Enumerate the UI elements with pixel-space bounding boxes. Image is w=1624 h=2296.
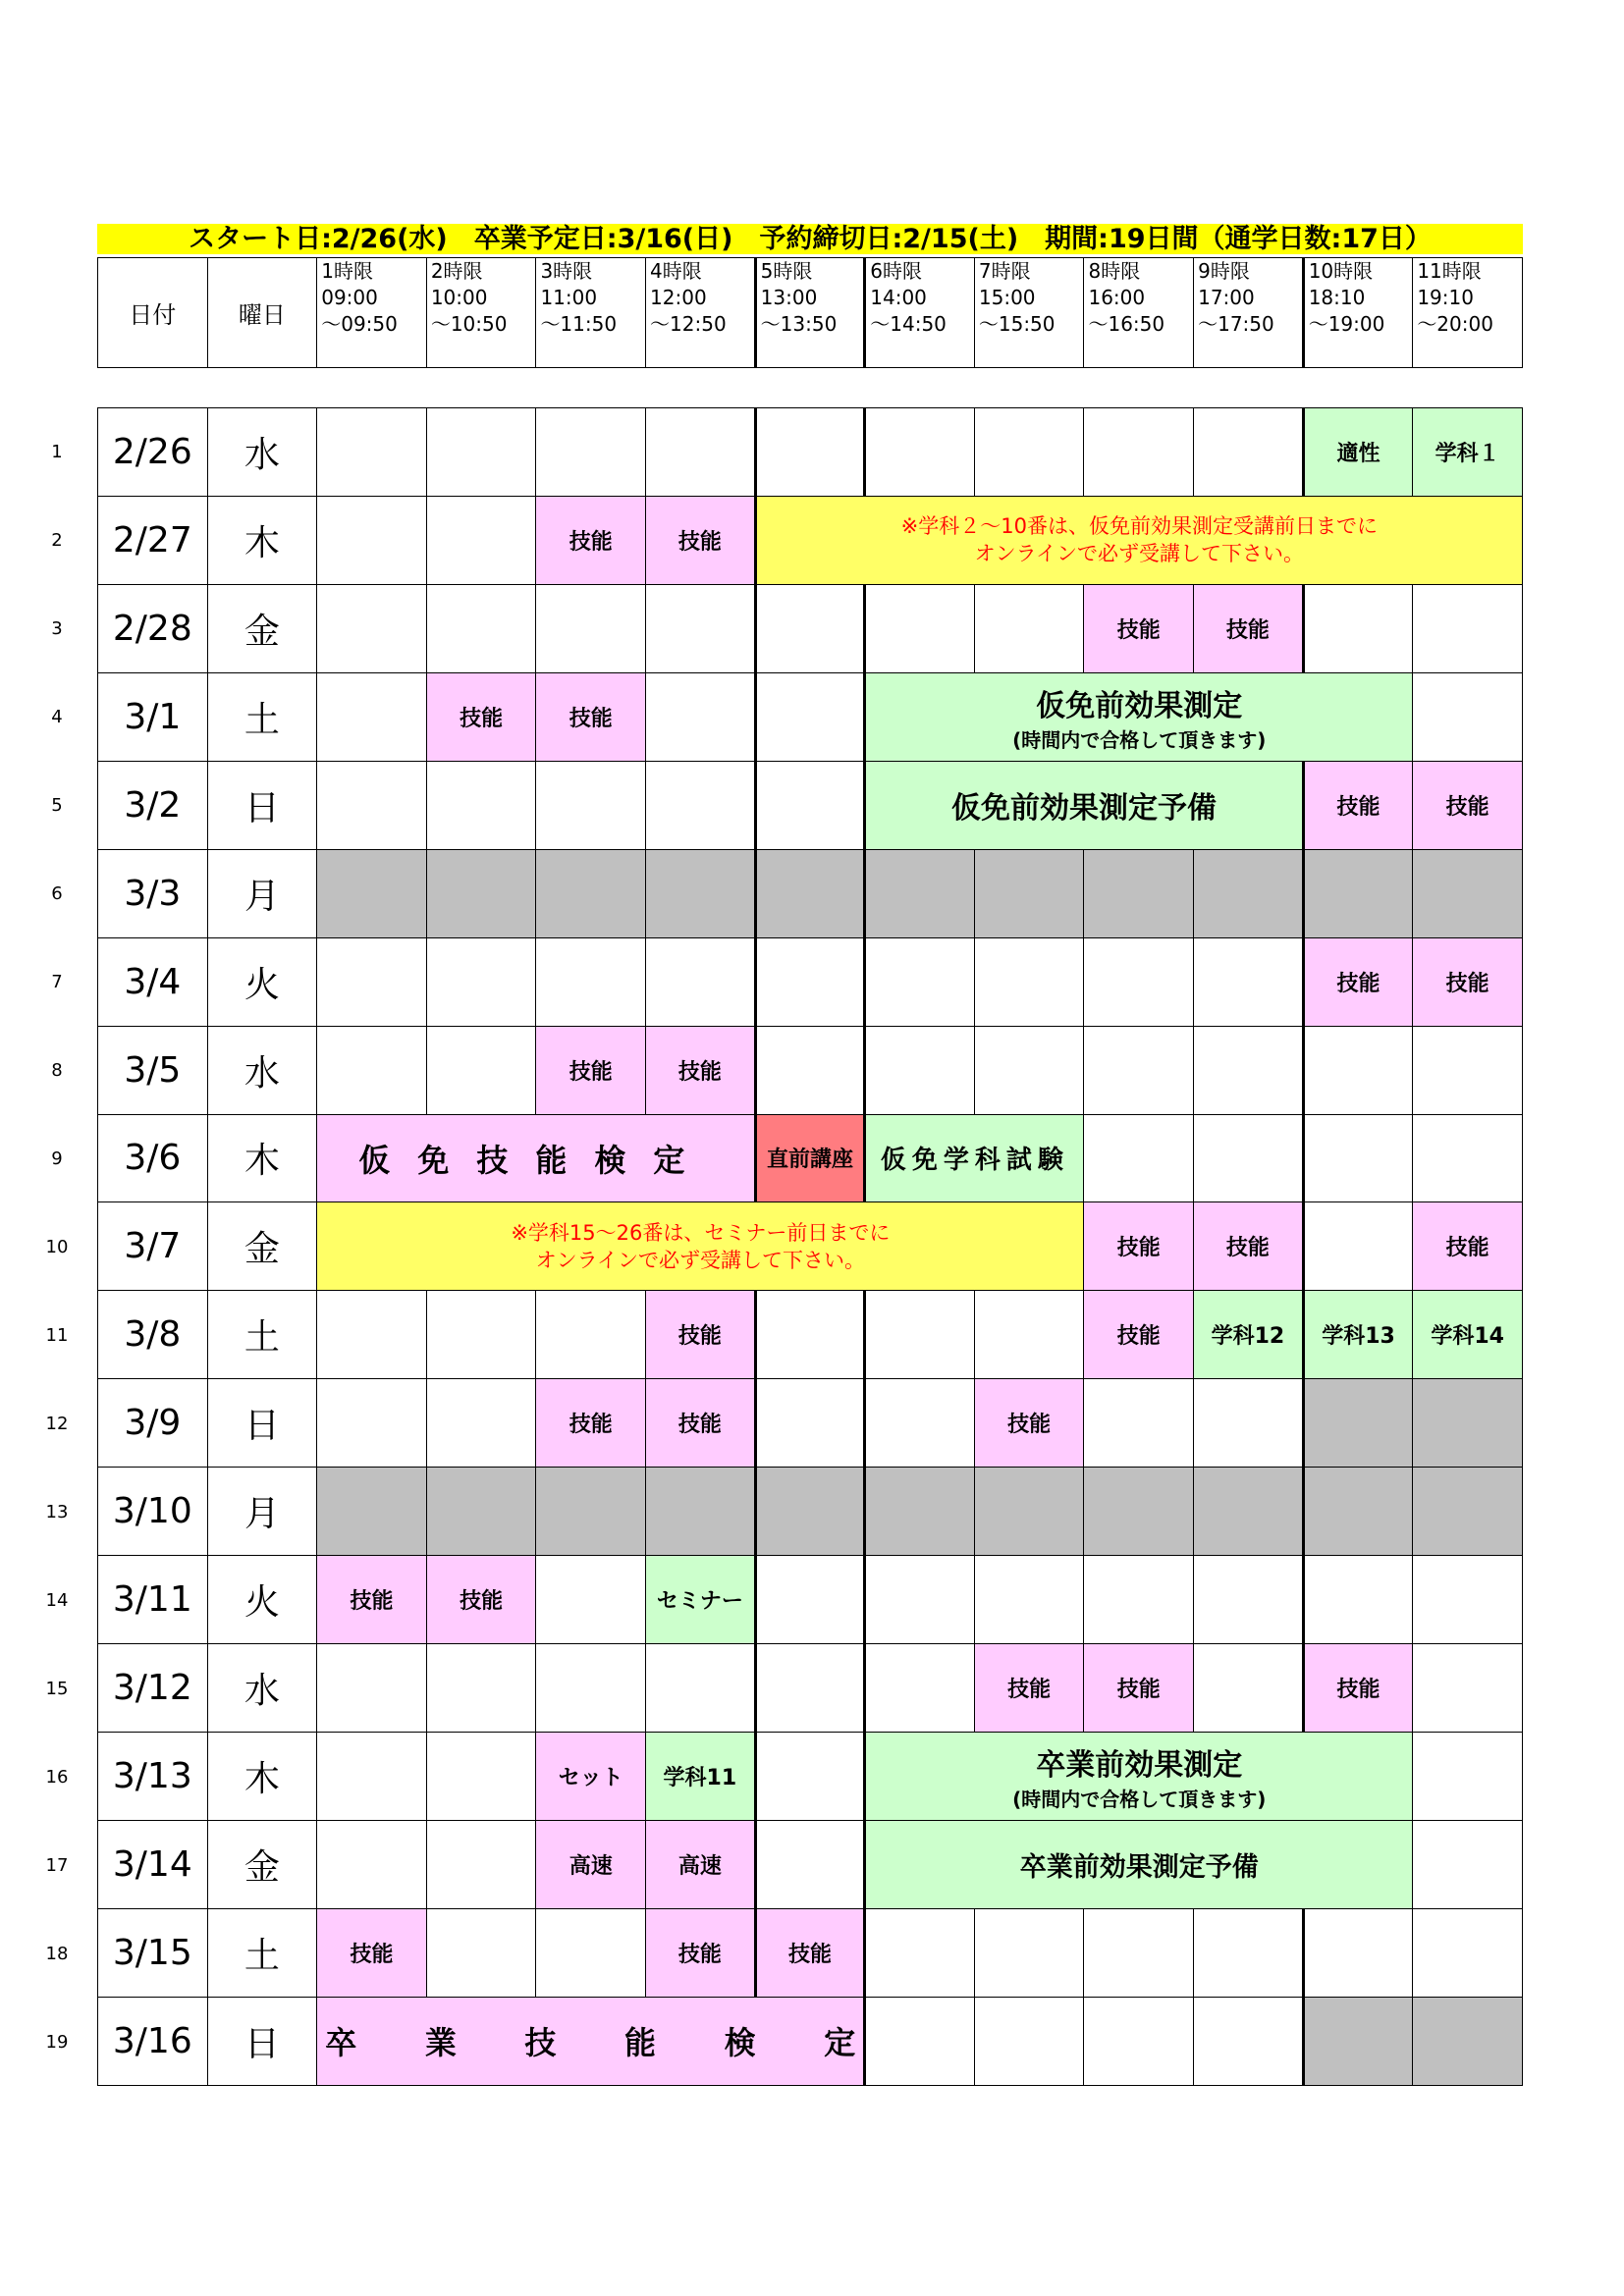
period-header: 5時限 13:00 〜13:50 [755,258,865,368]
date-cell: 2/26 [98,408,208,497]
row-number: 3 [51,618,63,639]
lesson-cell: 技能 [536,1379,646,1468]
weekday-cell: 火 [207,937,317,1026]
table-row [98,1556,1523,1644]
lesson-cell: セット [536,1733,646,1821]
online-notice: ※学科15〜26番は、セミナー前日までに オンラインで必ず受講して下さい。 [317,1202,1084,1291]
table-row [98,408,1523,497]
table-row [98,1821,1523,1909]
lesson-cell: 学科12 [1194,1291,1304,1379]
schedule-grid [97,407,1523,2086]
lesson-cell: 技能 [646,496,756,584]
row-number: 4 [51,707,63,727]
table-row [98,937,1523,1026]
weekday-cell: 日 [207,1997,317,2085]
row-number: 5 [51,795,63,816]
lesson-cell: 高速 [646,1821,756,1909]
lesson-cell: 技能 [1303,1644,1413,1733]
lesson-cell: 技能 [974,1644,1084,1733]
lesson-cell: セミナー [646,1556,756,1644]
period-header: 6時限 14:00 〜14:50 [865,258,975,368]
karimen-effect-test-backup: 仮免前効果測定予備 [865,761,1303,849]
lesson-cell: 学科13 [1303,1291,1413,1379]
lesson-cell: 技能 [317,1908,427,1997]
table-row [98,1202,1523,1291]
lesson-cell: 技能 [1413,937,1523,1026]
pre-exam-lecture: 直前講座 [755,1114,865,1202]
weekday-cell: 木 [207,1733,317,1821]
date-column-header: 日付 [98,258,208,368]
row-number: 11 [45,1325,69,1346]
row-number: 13 [45,1502,69,1522]
graduation-effect-test: 卒業前効果測定 (時間内で合格して頂きます) [865,1733,1413,1821]
row-number: 10 [45,1237,69,1257]
table-row [98,1291,1523,1379]
date-cell: 3/6 [98,1114,208,1202]
schedule-summary-banner: スタート日:2/26(水) 卒業予定日:3/16(日) 予約締切日:2/15(土) 期間:19日間（通学日数:17日） [97,224,1523,254]
weekday-cell: 水 [207,408,317,497]
date-cell: 3/2 [98,761,208,849]
date-cell: 3/14 [98,1821,208,1909]
lesson-cell: 技能 [536,496,646,584]
row-number: 14 [45,1590,69,1611]
lesson-cell: 技能 [1303,937,1413,1026]
row-number: 8 [51,1060,63,1081]
weekday-cell: 金 [207,1821,317,1909]
period-header: 1時限 09:00 〜09:50 [317,258,427,368]
period-header: 2時限 10:00 〜10:50 [426,258,536,368]
row-number: 12 [45,1414,69,1434]
schedule-header [97,257,1523,368]
period-header: 9時限 17:00 〜17:50 [1194,258,1304,368]
row-number: 19 [45,2032,69,2053]
row-number: 6 [51,883,63,904]
period-header: 4時限 12:00 〜12:50 [646,258,756,368]
row-number: 9 [51,1148,63,1169]
table-row [98,761,1523,849]
lesson-cell: 学科14 [1413,1291,1523,1379]
period-header: 3時限 11:00 〜11:50 [536,258,646,368]
lesson-cell: 技能 [1413,1202,1523,1291]
row-number: 16 [45,1767,69,1788]
table-row [98,1733,1523,1821]
row-number: 17 [45,1855,69,1876]
karimen-effect-test: 仮免前効果測定 (時間内で合格して頂きます) [865,672,1413,761]
lesson-cell: 技能 [646,1379,756,1468]
weekday-cell: 土 [207,672,317,761]
lesson-cell: 適性 [1303,408,1413,497]
date-cell: 2/28 [98,584,208,672]
table-row [98,1644,1523,1733]
table-row [98,496,1523,584]
graduation-effect-test-backup: 卒業前効果測定予備 [865,1821,1413,1909]
weekday-cell: 日 [207,1379,317,1468]
table-row [98,1114,1523,1202]
date-cell: 3/16 [98,1997,208,2085]
period-header: 10時限 18:10 〜19:00 [1303,258,1413,368]
weekday-cell: 木 [207,496,317,584]
weekday-cell: 木 [207,1114,317,1202]
period-header: 8時限 16:00 〜16:50 [1084,258,1194,368]
lesson-cell: 技能 [1303,761,1413,849]
weekday-cell: 月 [207,1468,317,1556]
date-cell: 2/27 [98,496,208,584]
weekday-cell: 土 [207,1908,317,1997]
lesson-cell: 技能 [426,1556,536,1644]
weekday-cell: 土 [207,1291,317,1379]
table-row [98,1468,1523,1556]
karimen-written-exam: 仮免学科試験 [865,1114,1084,1202]
weekday-cell: 金 [207,584,317,672]
lesson-cell: 技能 [1084,1644,1194,1733]
table-row [98,849,1523,937]
date-cell: 3/5 [98,1026,208,1114]
lesson-cell: 技能 [1194,584,1304,672]
row-number: 7 [51,972,63,992]
lesson-cell: 技能 [646,1908,756,1997]
weekday-cell: 月 [207,849,317,937]
date-cell: 3/11 [98,1556,208,1644]
lesson-cell: 技能 [646,1026,756,1114]
table-row [98,1379,1523,1468]
lesson-cell: 技能 [536,672,646,761]
date-cell: 3/12 [98,1644,208,1733]
table-row [98,1908,1523,1997]
period-header: 11時限 19:10 〜20:00 [1413,258,1523,368]
lesson-cell: 技能 [755,1908,865,1997]
weekday-cell: 金 [207,1202,317,1291]
date-cell: 3/9 [98,1379,208,1468]
table-row [98,672,1523,761]
lesson-cell: 技能 [536,1026,646,1114]
lesson-cell: 技能 [1194,1202,1304,1291]
lesson-cell: 技能 [974,1379,1084,1468]
row-number: 15 [45,1679,69,1699]
date-cell: 3/13 [98,1733,208,1821]
karimen-skill-exam: 仮免技能検定 [317,1114,755,1202]
period-header: 7時限 15:00 〜15:50 [974,258,1084,368]
lesson-cell: 技能 [1084,1291,1194,1379]
graduation-skill-exam: 卒業技能検定 [317,1997,865,2085]
date-cell: 3/7 [98,1202,208,1291]
lesson-cell: 技能 [1084,1202,1194,1291]
weekday-cell: 水 [207,1644,317,1733]
weekday-cell: 火 [207,1556,317,1644]
row-number: 2 [51,530,63,551]
lesson-cell: 技能 [1413,761,1523,849]
lesson-cell: 高速 [536,1821,646,1909]
lesson-cell: 技能 [317,1556,427,1644]
date-cell: 3/10 [98,1468,208,1556]
weekday-column-header: 曜日 [207,258,317,368]
lesson-cell: 技能 [646,1291,756,1379]
date-cell: 3/1 [98,672,208,761]
lesson-cell: 学科１ [1413,408,1523,497]
table-row [98,1997,1523,2085]
lesson-cell: 技能 [1084,584,1194,672]
date-cell: 3/8 [98,1291,208,1379]
lesson-cell: 学科11 [646,1733,756,1821]
lesson-cell: 技能 [426,672,536,761]
date-cell: 3/3 [98,849,208,937]
row-number: 18 [45,1944,69,1964]
date-cell: 3/4 [98,937,208,1026]
weekday-cell: 日 [207,761,317,849]
table-row [98,1026,1523,1114]
date-cell: 3/15 [98,1908,208,1997]
row-number: 1 [51,442,63,462]
online-notice: ※学科２〜10番は、仮免前効果測定受講前日までに オンラインで必ず受講して下さい。 [755,496,1522,584]
table-row [98,584,1523,672]
weekday-cell: 水 [207,1026,317,1114]
